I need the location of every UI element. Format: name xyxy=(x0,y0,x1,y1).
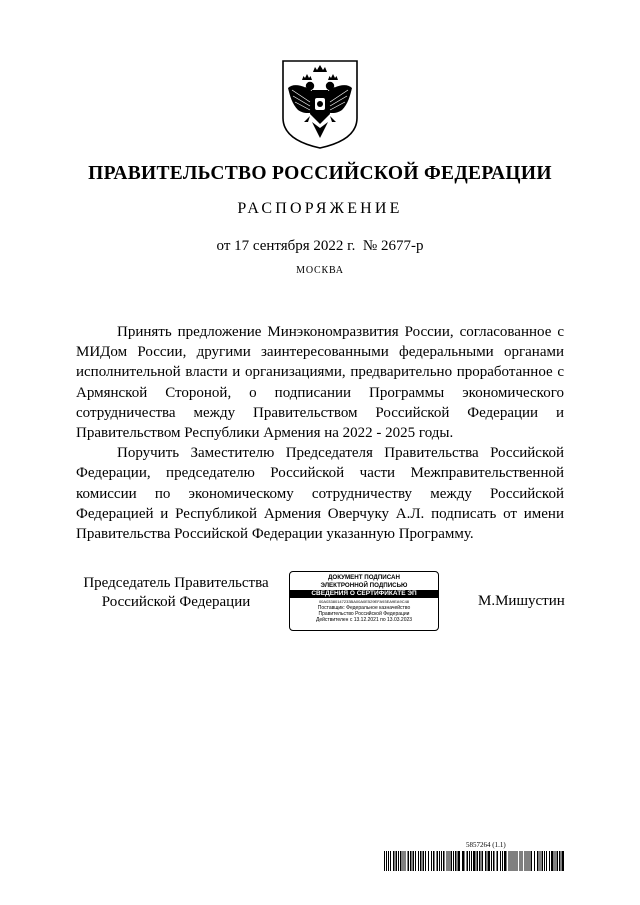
barcode-bar xyxy=(403,851,404,871)
barcode-bar xyxy=(398,851,399,871)
barcode-bar xyxy=(473,851,476,871)
barcode-bar xyxy=(428,851,429,871)
barcode-bar xyxy=(400,851,402,871)
barcode-bar xyxy=(522,851,523,871)
barcode-bar xyxy=(471,851,472,871)
barcode-bar xyxy=(423,851,425,871)
barcode-bar xyxy=(405,851,406,871)
barcode-bar xyxy=(396,851,398,871)
stamp-banner: СВЕДЕНИЯ О СЕРТИФИКАТЕ ЭП xyxy=(290,590,438,598)
barcode-bar xyxy=(511,851,512,871)
signatory-position xyxy=(76,574,276,612)
barcode-bar xyxy=(458,851,461,871)
signatory-position-line: Российской Федерации xyxy=(101,594,251,610)
barcode-bar xyxy=(502,851,503,871)
barcode-bar xyxy=(439,851,440,871)
barcode-bar xyxy=(441,851,442,871)
barcode-bar xyxy=(549,851,550,871)
document-city: МОСКВА xyxy=(296,265,344,276)
stamp-validity: Действителен с 13.12.2021 по 13.03.2023 xyxy=(315,617,413,624)
barcode-bar xyxy=(493,851,495,871)
barcode-bar xyxy=(386,851,387,871)
barcode-bar xyxy=(562,851,565,871)
barcode-bar xyxy=(509,851,510,871)
electronic-signature-stamp xyxy=(289,571,439,631)
stamp-certificate-id: 00A03380147233BA00A0E529ЕFA93ЕА9ЕА9С48 xyxy=(318,599,410,604)
date-and-number xyxy=(0,238,640,255)
barcode-bar xyxy=(527,851,528,871)
stamp-title xyxy=(290,572,438,589)
barcode-bar xyxy=(500,851,501,871)
barcode xyxy=(384,851,564,871)
barcode-bar xyxy=(497,851,499,871)
barcode-bar xyxy=(393,851,395,871)
barcode-bar xyxy=(418,851,419,871)
stamp-supplier: Поставщик: Федеральное казначейство xyxy=(317,605,411,611)
barcode-bar xyxy=(555,851,556,871)
barcode-bar xyxy=(420,851,422,871)
barcode-bar xyxy=(467,851,469,871)
barcode-bar xyxy=(534,851,535,871)
body-paragraph: Принять предложение Минэкономразвития России, согласованное с МИДом России, другими заинтересованными федеральными органами исполнительной власти и организациями, предварительно проработанное с Армянской Стороной, о подписании Программы экономического сотрудничества между Правительством Российской Федерации и Правительством Республики Армения на 2022 - 2025 годы. xyxy=(76,324,564,442)
barcode-bar xyxy=(388,851,389,871)
barcode-bar xyxy=(469,851,470,871)
barcode-bar xyxy=(477,851,479,871)
barcode-bar xyxy=(537,851,539,871)
stamp-owner: Правительство Российской Федерации xyxy=(318,611,410,618)
body-paragraph: Поручить Заместителю Председателя Правительства Российской Федерации, председателю Российской части Межправительственной комиссии по экономическому сотрудничеству между Российской Федерацией и Республикой Армения Оверчуку А.Л. подписать от имени Правительства Российской Федерации указанную Программу. xyxy=(76,445,564,543)
barcode-bar xyxy=(384,851,385,871)
barcode-bar xyxy=(485,851,487,871)
barcode-bar xyxy=(491,851,492,871)
barcode-bar xyxy=(517,851,518,871)
barcode-bar xyxy=(455,851,457,871)
barcode-bar xyxy=(531,851,533,871)
barcode-bar xyxy=(551,851,554,871)
barcode-bar xyxy=(453,851,454,871)
barcode-bar xyxy=(449,851,450,871)
document-body xyxy=(76,322,564,544)
barcode-bar xyxy=(504,851,507,871)
barcode-bar xyxy=(431,851,432,871)
stamp-title-line: ЭЛЕКТРОННОЙ ПОДПИСЬЮ xyxy=(320,581,408,589)
barcode-bar xyxy=(546,851,547,871)
barcode-bar xyxy=(544,851,545,871)
barcode-bar xyxy=(443,851,445,871)
barcode-bar xyxy=(520,851,521,871)
barcode-bar xyxy=(451,851,453,871)
barcode-bar xyxy=(488,851,491,871)
barcode-label: 5857264 (1.1) xyxy=(466,841,506,849)
document-type: РАСПОРЯЖЕНИЕ xyxy=(237,200,403,217)
signatory-name: М.Мишустин xyxy=(478,593,565,609)
barcode-bar xyxy=(390,851,391,871)
barcode-bar xyxy=(479,851,481,871)
signatory-position-line: Председатель Правительства xyxy=(83,575,269,591)
barcode-bar xyxy=(515,851,516,871)
barcode-bar xyxy=(433,851,435,871)
barcode-bar xyxy=(413,851,415,871)
document-number: № 2677-р xyxy=(362,238,424,254)
barcode-bar xyxy=(557,851,559,871)
barcode-bar xyxy=(437,851,439,871)
document-date: от 17 сентября 2022 г. xyxy=(216,238,356,254)
barcode-bar xyxy=(559,851,561,871)
barcode-bar xyxy=(408,851,410,871)
barcode-bar xyxy=(482,851,484,871)
barcode-bar xyxy=(425,851,426,871)
coat-of-arms-emblem xyxy=(280,58,360,150)
stamp-title-line: ДОКУМЕНТ ПОДПИСАН xyxy=(328,574,400,581)
barcode-bar xyxy=(415,851,416,871)
government-heading: ПРАВИТЕЛЬСТВО РОССИЙСКОЙ ФЕДЕРАЦИИ xyxy=(88,163,552,184)
barcode-bar xyxy=(529,851,530,871)
barcode-bar xyxy=(513,851,514,871)
barcode-bar xyxy=(447,851,448,871)
barcode-bar xyxy=(462,851,465,871)
barcode-bar xyxy=(542,851,544,871)
barcode-bar xyxy=(410,851,412,871)
barcode-bar xyxy=(525,851,526,871)
barcode-bar xyxy=(540,851,541,871)
